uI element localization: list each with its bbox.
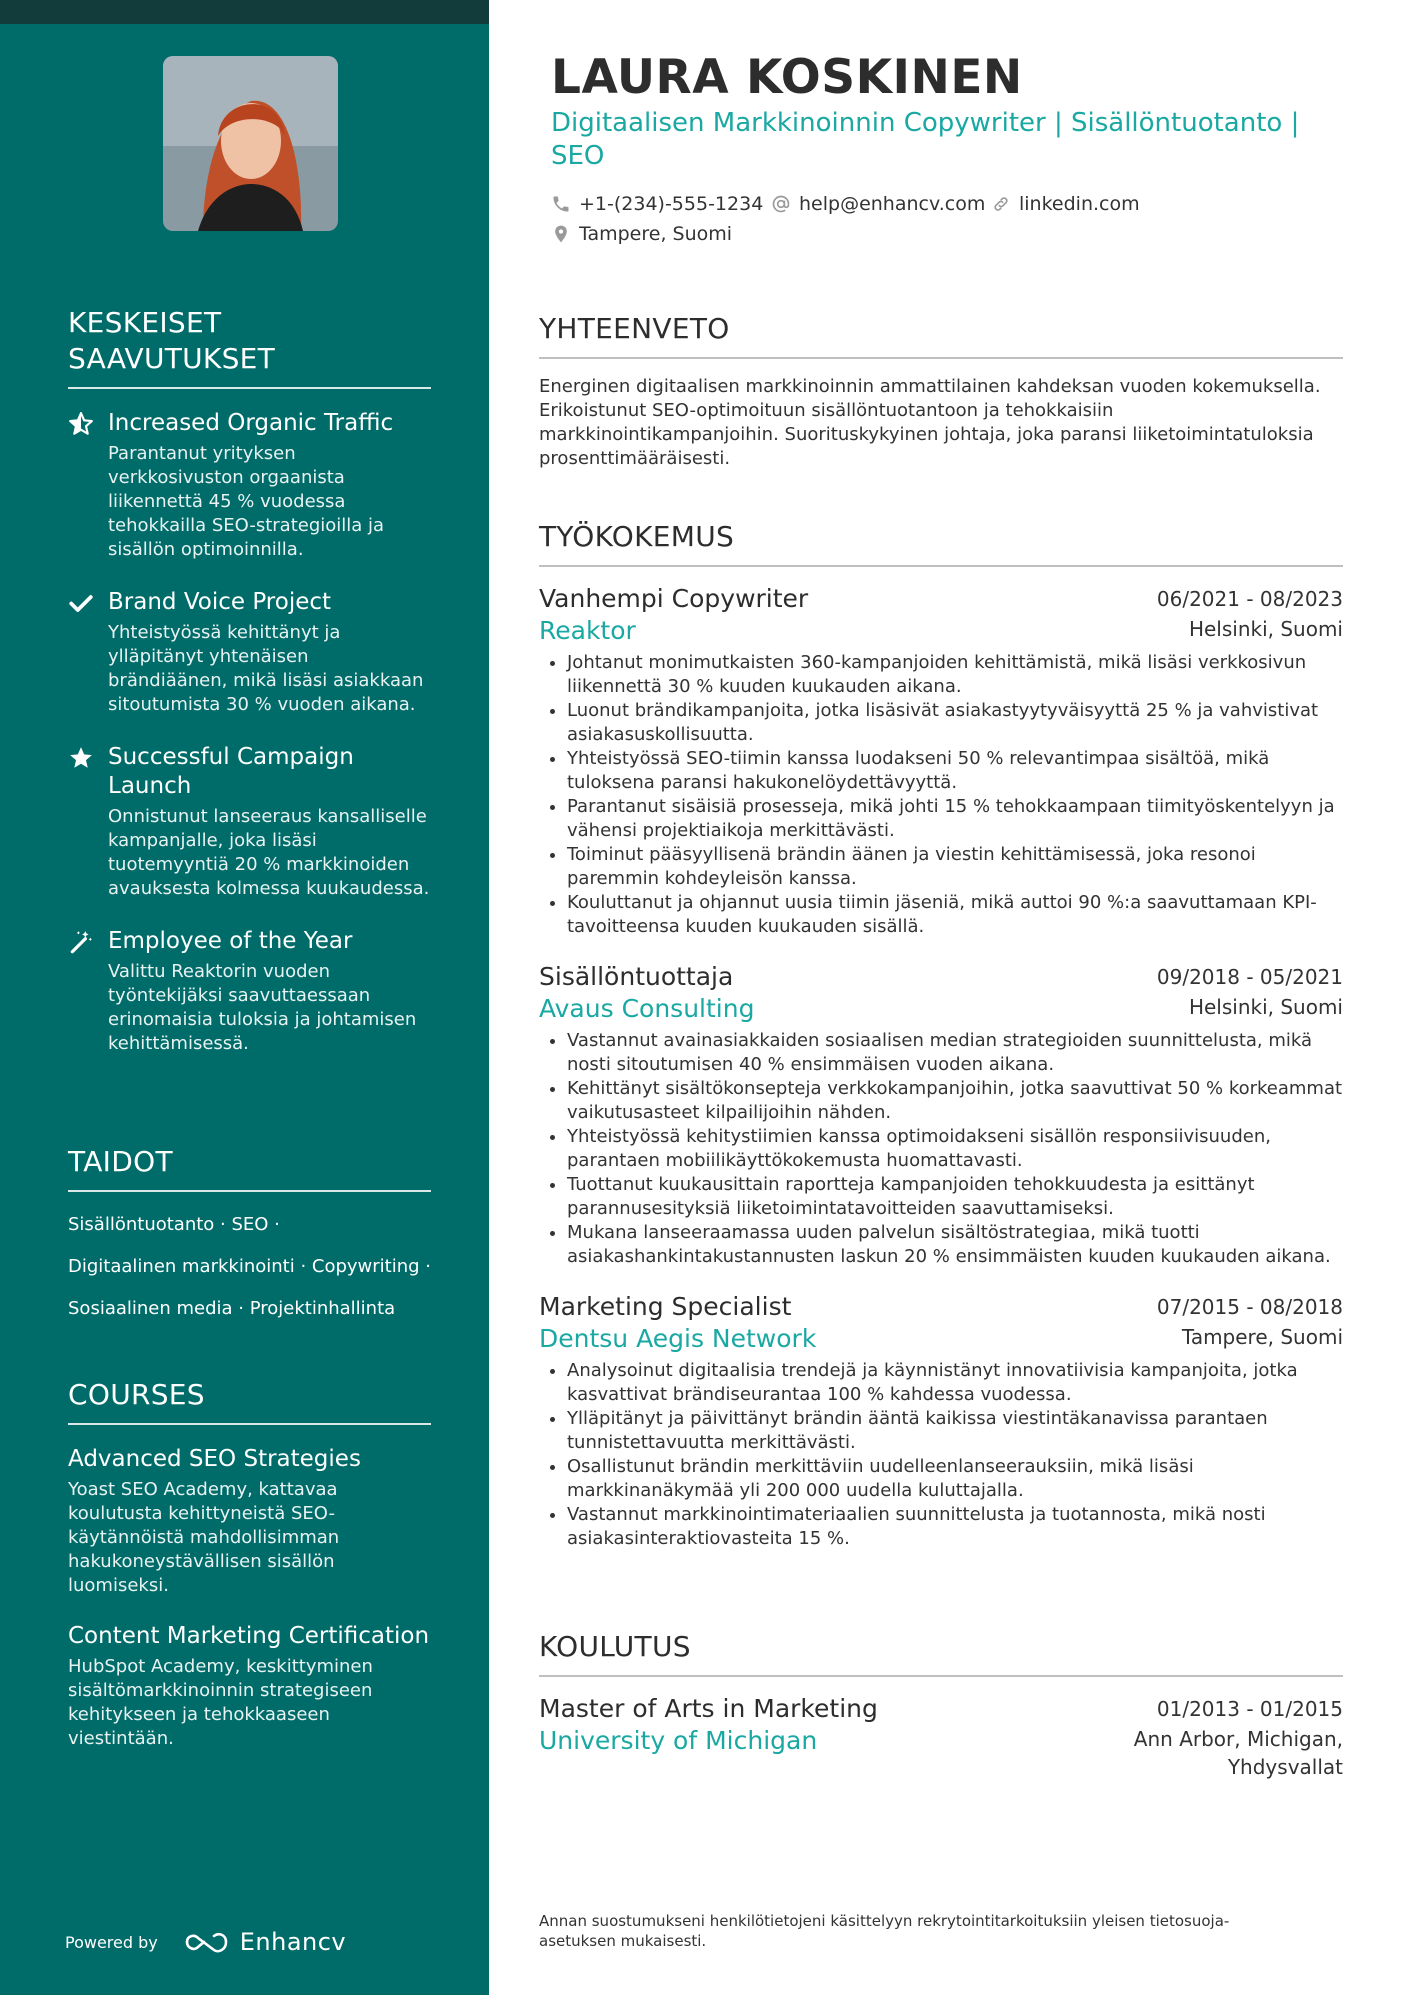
achievement-item (68, 927, 431, 1056)
star-half-icon (68, 411, 94, 437)
skills-line: Sisällöntuotanto · SEO · (68, 1214, 280, 1235)
job-dates: 06/2021 - 08/2023 (1156, 587, 1343, 611)
courses-title: COURSES (68, 1377, 431, 1425)
job-entry (539, 1291, 1343, 1551)
course-title: Content Marketing Certification (68, 1623, 430, 1649)
job-bullet: • Kouluttanut ja ohjannut uusia tiimin jäseniä, mikä auttoi 90 %:a saavuttamaan KPI-tavoitteensa kuuden kuukauden sisällä. (567, 891, 1343, 939)
gdpr-consent: Annan suostumukseni henkilötietojeni käsittelyyn rekrytointitarkoituksiin yleisen tietosuoja-asetuksen mukaisesti. (539, 1912, 1230, 1950)
job-company: Dentsu Aegis Network (539, 1324, 817, 1353)
education-location-line: Ann Arbor, Michigan, (1133, 1727, 1343, 1751)
achievement-title: Increased Organic Traffic (108, 410, 394, 436)
achievement-item (68, 588, 431, 717)
course-title: Advanced SEO Strategies (68, 1446, 361, 1472)
job-bullet: • Luonut brändikampanjoita, jotka lisäsivät asiakastyytyväisyyttä 25 % ja vahvistivat asiakasuskollisuutta. (567, 699, 1343, 747)
location-pin-icon (551, 224, 571, 244)
achievement-desc: Valittu Reaktorin vuoden työntekijäksi saavuttaessaan erinomaisia tuloksia ja johtamisen kehittämisessä. (108, 961, 417, 1054)
job-bullets (539, 1359, 1343, 1551)
job-bullet: • Parantanut sisäisiä prosesseja, mikä johti 15 % tehokkaampaan tiimityöskentelyyn ja vähensi projektiaikoja merkittävästi. (567, 795, 1343, 843)
course-desc: Yoast SEO Academy, kattavaa koulutusta kehittyneistä SEO-käytännöistä mahdollisimman hakukoneystävällisen sisällön luomiseksi. (68, 1479, 340, 1596)
course-item (68, 1445, 431, 1598)
achievement-desc: Onnistunut lanseeraus kansalliselle kampanjalle, joka lisäsi tuotemyyntiä 20 % markkinoiden avauksesta kolmessa kuukaudessa. (108, 806, 430, 899)
job-bullet: • Vastannut markkinointimateriaalien suunnittelusta ja tuotannosta, mikä nosti asiakasinteraktiovasteita 15 %. (567, 1503, 1343, 1551)
job-company: Reaktor (539, 616, 636, 645)
achievement-desc: Yhteistyössä kehittänyt ja ylläpitänyt yhtenäisen brändiäänen, mikä lisäsi asiakkaan sitoutumista 30 % vuoden aikana. (108, 622, 424, 715)
enhancv-brand: Enhancv (239, 1928, 347, 1956)
job-dates: 07/2015 - 08/2018 (1156, 1295, 1343, 1319)
phone-text: +1-(234)-555-1234 (579, 193, 764, 215)
summary-section (539, 311, 1343, 471)
job-bullet: • Yhteistyössä SEO-tiimin kanssa luodakseni 50 % relevantimpaa sisältöä, mikä tuloksena paransi hakukonelöydettävyyttä. (567, 747, 1343, 795)
achievement-title: Brand Voice Project (108, 589, 332, 615)
job-company: Avaus Consulting (539, 994, 755, 1023)
skills-section (68, 1144, 431, 1338)
job-dates: 09/2018 - 05/2021 (1156, 965, 1343, 989)
contact-linkedin[interactable] (991, 193, 1140, 215)
phone-icon (551, 194, 571, 214)
achievements-section (68, 305, 431, 1082)
job-bullet: • Ylläpitänyt ja päivittänyt brändin ääntä kaikissa viestintäkanavissa parantaen tunnistettavuutta merkittävästi. (567, 1407, 1343, 1455)
job-entry (539, 583, 1343, 939)
powered-by[interactable] (65, 1928, 346, 1956)
contact-location (551, 223, 732, 245)
achievements-title: KESKEISET SAAVUTUKSET (68, 305, 431, 389)
skills-title: TAIDOT (68, 1144, 431, 1192)
education-title: KOULUTUS (539, 1629, 1343, 1677)
skills-line: Sosiaalinen media · Projektinhallinta (68, 1298, 396, 1319)
job-entry (539, 961, 1343, 1269)
linkedin-text: linkedin.com (1019, 193, 1140, 215)
job-role: Sisällöntuottaja (539, 962, 734, 991)
summary-text: Energinen digitaalisen markkinoinnin ammattilainen kahdeksan vuoden kokemuksella. Erikoistunut SEO-optimoituun sisällöntuotantoon ja tehokkaisiin markkinointikampanjoihin. Suorituskykyinen johtaja, joka paransi liiketoimintatuloksia prosenttimääräisesti. (539, 376, 1321, 469)
job-bullet: • Johtanut monimutkaisten 360-kampanjoiden kehittämistä, mikä lisäsi verkkosivun liikennettä 30 % kuuden kuukauden aikana. (567, 651, 1343, 699)
skills-line: Digitaalinen markkinointi · Copywriting · (68, 1256, 432, 1277)
job-bullet: • Toiminut pääsyyllisenä brändin äänen ja viestin kehittämisessä, joka resonoi paremmin kohdeyleisön kanssa. (567, 843, 1343, 891)
education-section (539, 1629, 1343, 1781)
experience-section (539, 519, 1343, 1573)
sidebar-top-strip (0, 0, 489, 24)
job-bullet: • Yhteistyössä kehitystiimien kanssa optimoidakseni sisällön responsiivisuuden, parantaen mobiilikäyttökokemusta huomattavasti. (567, 1125, 1343, 1173)
sidebar (0, 0, 489, 1995)
job-role: Vanhempi Copywriter (539, 584, 809, 613)
candidate-headline: Digitaalisen Markkinoinnin Copywriter | Sisällöntuotanto | SEO (551, 108, 1300, 171)
powered-by-label: Powered by (65, 1932, 158, 1952)
experience-title: TYÖKOKEMUS (539, 519, 1343, 567)
contact-email[interactable] (771, 193, 985, 215)
job-bullet: • Mukana lanseeraamassa uuden palvelun sisältöstrategiaa, mikä tuotti asiakashankintakustannusten laskun 20 % ensimmäisten kuuden kuukauden aikana. (567, 1221, 1343, 1269)
star-icon (68, 745, 94, 771)
achievement-title: Successful Campaign Launch (108, 744, 354, 799)
job-bullet: • Vastannut avainasiakkaiden sosiaalisen median strategioiden suunnittelusta, mikä nosti sitoutumisen 40 % ensimmäisen vuoden aikana. (567, 1029, 1343, 1077)
achievement-item (68, 743, 431, 901)
education-location (1134, 1725, 1343, 1781)
candidate-name: LAURA KOSKINEN (551, 50, 1023, 105)
achievement-desc: Parantanut yrityksen verkkosivuston orgaanista liikennettä 45 % vuodessa tehokkailla SEO-strategioilla ja sisällön optimoinnilla. (108, 443, 385, 560)
profile-photo (163, 56, 338, 231)
job-location: Helsinki, Suomi (1188, 995, 1343, 1019)
checkmark-icon (68, 590, 94, 616)
job-location: Tampere, Suomi (1181, 1325, 1343, 1349)
achievement-title: Employee of the Year (108, 928, 353, 954)
job-bullet: • Kehittänyt sisältökonsepteja verkkokampanjoihin, jotka saavuttivat 50 % korkeammat vaikutusasteet kilpailijoihin nähden. (567, 1077, 1343, 1125)
course-desc: HubSpot Academy, keskittyminen sisältömarkkinoinnin strategiseen kehitykseen ja tehokkaaseen viestintään. (68, 1656, 373, 1749)
magic-wand-icon (68, 929, 94, 955)
job-bullet: • Analysoinut digitaalisia trendejä ja käynnistänyt innovatiivisia kampanjoita, jotka kasvattivat brändiseurantaa 100 % kahdessa vuodessa. (567, 1359, 1343, 1407)
enhancv-logo-icon (184, 1930, 230, 1954)
education-school: University of Michigan (539, 1726, 818, 1755)
summary-title: YHTEENVETO (539, 311, 1343, 359)
job-bullet: • Tuottanut kuukausittain raportteja kampanjoiden tehokkuudesta ja esittänyt parannusesityksiä liiketoimintatavoitteiden saavuttamiseksi. (567, 1173, 1343, 1221)
education-location-line: Yhdysvallat (1227, 1755, 1343, 1779)
location-text: Tampere, Suomi (579, 223, 733, 245)
email-text: help@enhancv.com (799, 193, 986, 215)
job-bullets (539, 1029, 1343, 1269)
courses-section (68, 1377, 431, 1775)
job-location: Helsinki, Suomi (1188, 617, 1343, 641)
job-bullet: • Osallistunut brändin merkittäviin uudelleenlanseerauksiin, mikä lisäsi markkinanäkymää yli 200 000 uudella kuluttajalla. (567, 1455, 1343, 1503)
contact-phone[interactable] (551, 193, 763, 215)
job-role: Marketing Specialist (539, 1292, 792, 1321)
link-icon (991, 194, 1011, 214)
education-degree: Master of Arts in Marketing (539, 1694, 878, 1723)
job-bullets (539, 651, 1343, 939)
at-icon (771, 194, 791, 214)
achievement-item (68, 409, 431, 562)
education-dates: 01/2013 - 01/2015 (1156, 1697, 1343, 1721)
course-item (68, 1622, 431, 1751)
